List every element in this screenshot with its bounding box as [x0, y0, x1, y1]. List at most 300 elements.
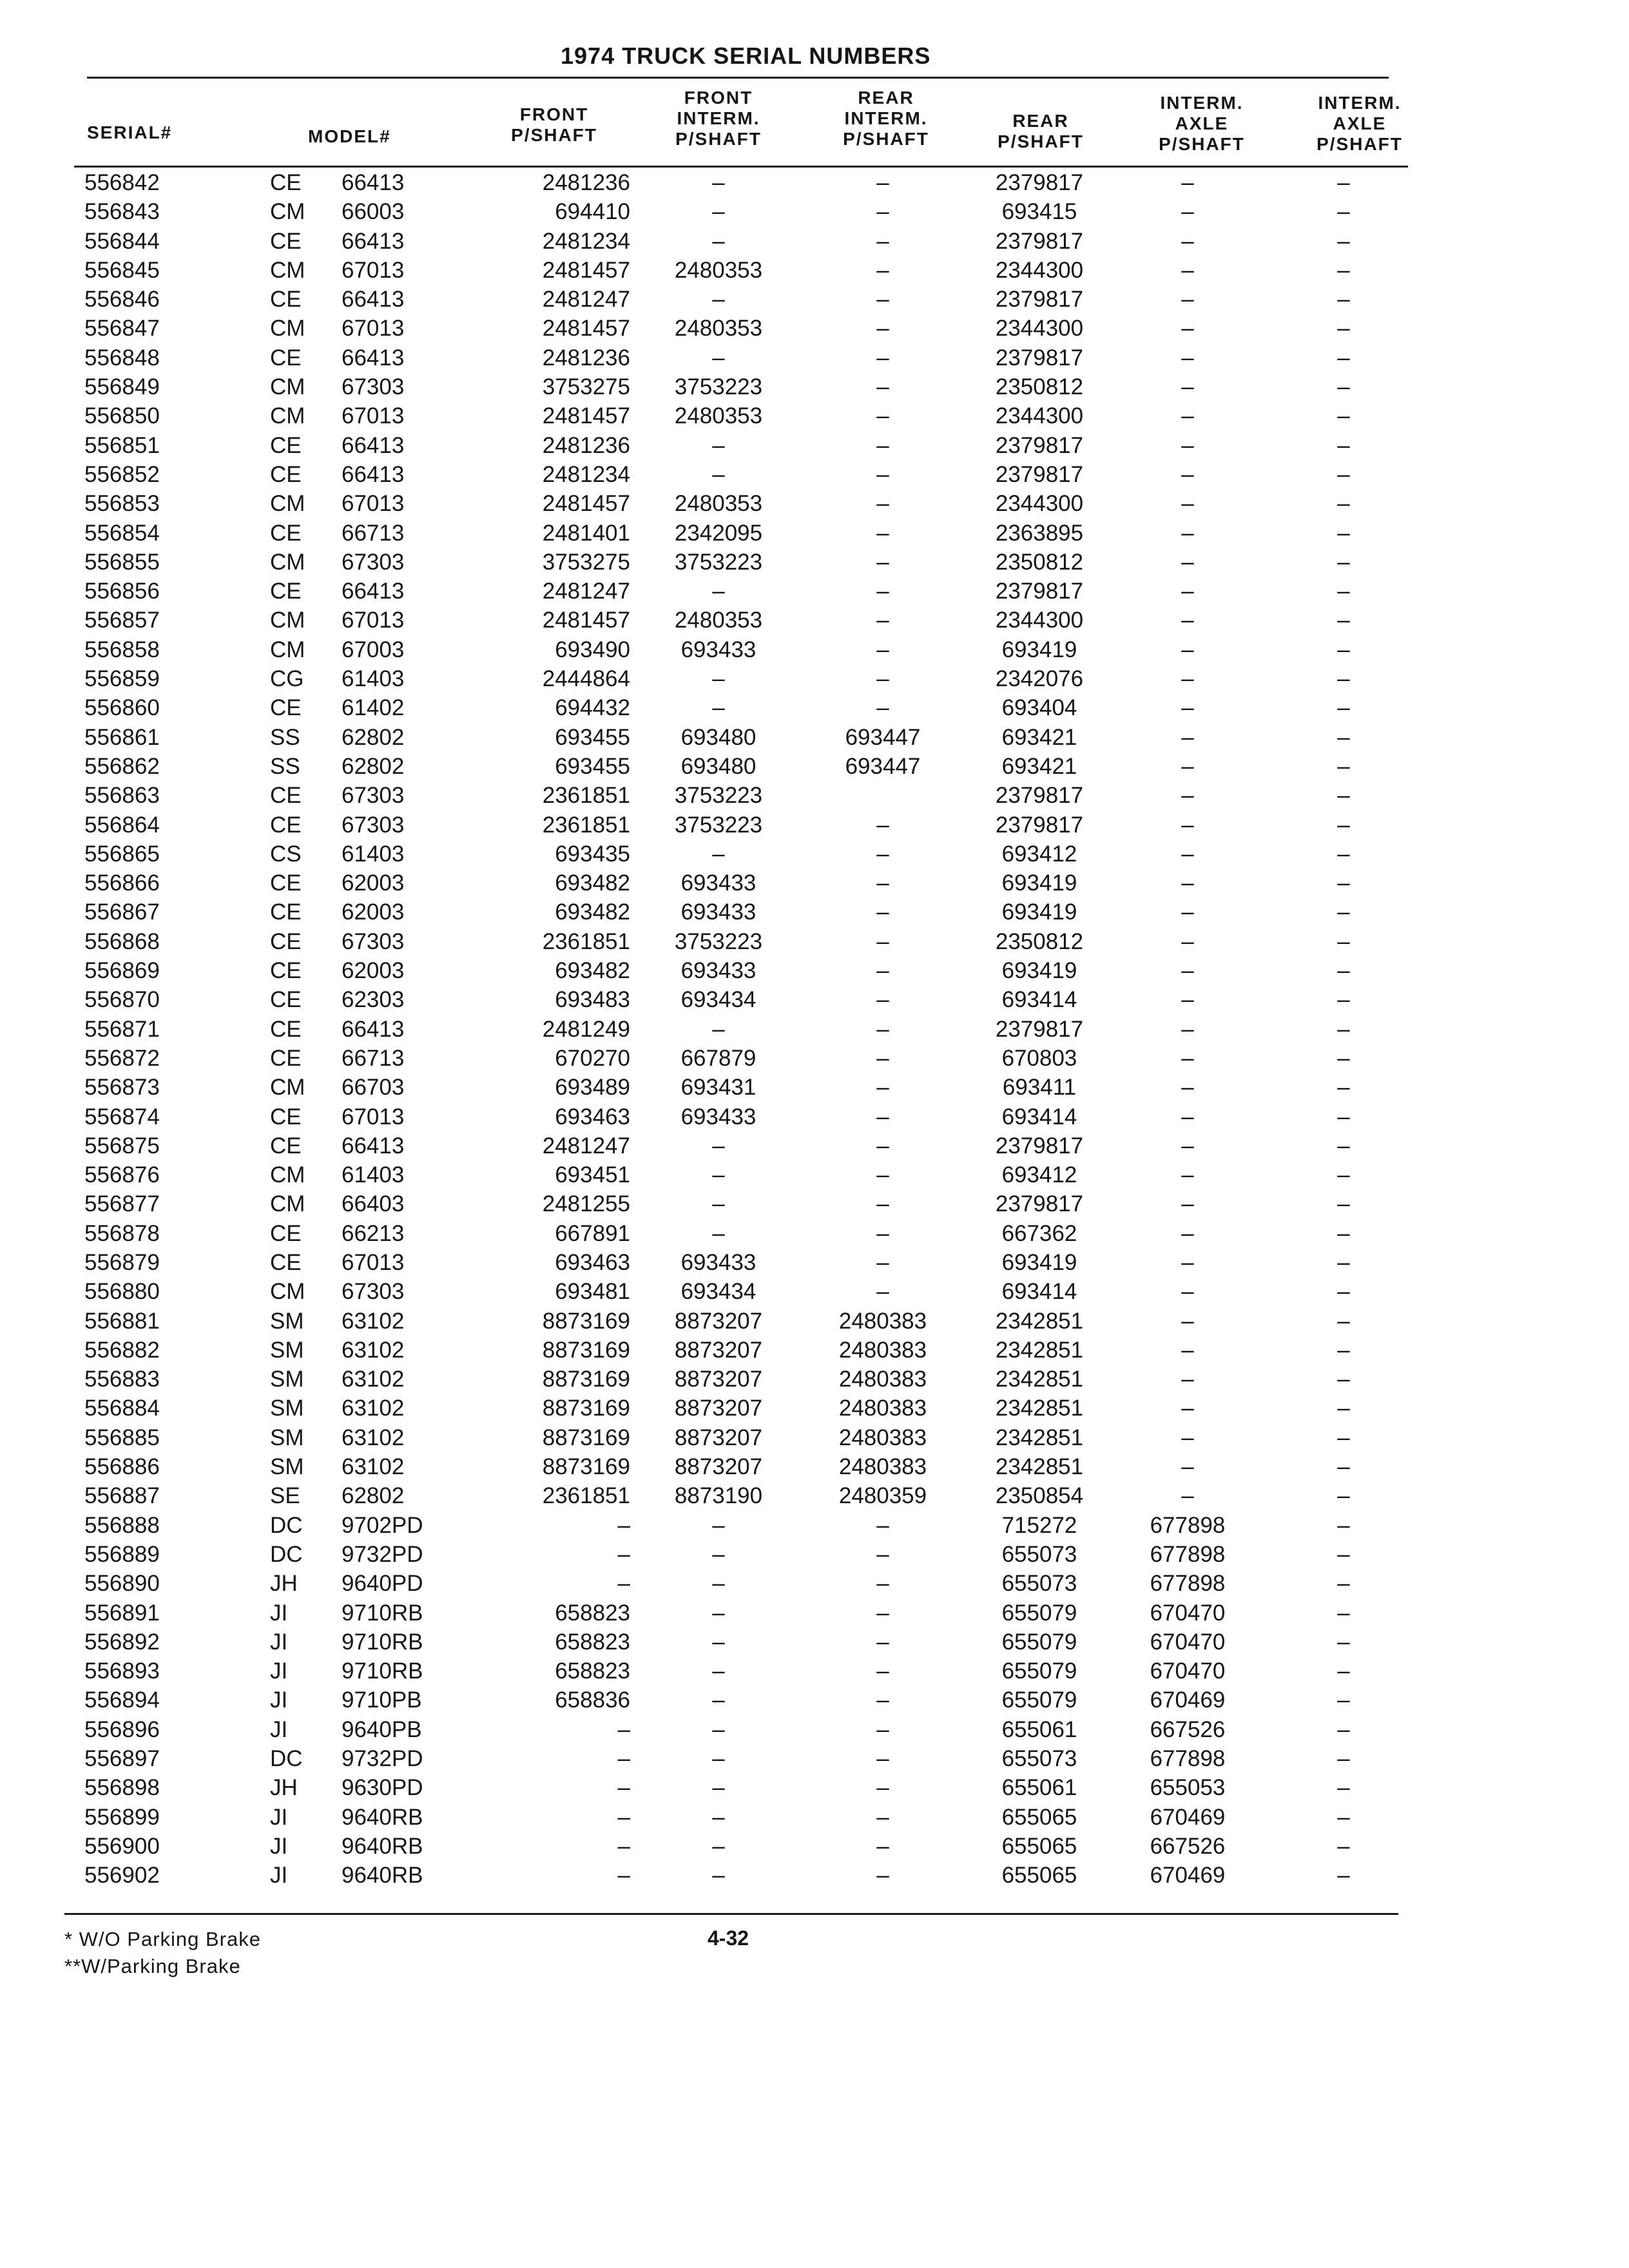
table-row [0, 666, 1629, 695]
table-row [0, 1367, 1629, 1396]
serial-cell: 556876 [84, 1162, 160, 1188]
table-row [0, 958, 1629, 987]
serial-cell: 556877 [84, 1191, 160, 1217]
interm-axle-pshaft-1-cell: 677898 [1150, 1541, 1226, 1567]
header-line: AXLE [1333, 113, 1387, 133]
front-interm-pshaft-cell: – [712, 1512, 725, 1538]
model-number-cell: 9640RB [342, 1833, 423, 1859]
model-code-cell: CE [270, 1133, 302, 1158]
front-pshaft-cell: 658823 [555, 1600, 630, 1626]
table-row [0, 1338, 1629, 1367]
rear-interm-pshaft-cell: – [876, 899, 889, 925]
front-interm-pshaft-cell: 2480353 [674, 491, 763, 517]
serial-cell: 556889 [84, 1541, 160, 1567]
front-interm-pshaft-cell: 8873207 [674, 1454, 763, 1480]
front-interm-pshaft-cell: – [712, 841, 725, 867]
front-interm-pshaft-cell: 8873207 [674, 1337, 763, 1363]
serial-cell: 556886 [84, 1454, 160, 1480]
front-interm-pshaft-cell: – [712, 1600, 725, 1626]
front-pshaft-cell: 2481247 [542, 287, 630, 312]
front-interm-pshaft-cell: 693480 [680, 724, 757, 750]
interm-axle-pshaft-1-cell: – [1181, 1045, 1194, 1071]
model-code-cell: CM [270, 316, 305, 341]
interm-axle-pshaft-1-cell: – [1181, 432, 1194, 458]
serial-cell: 556845 [84, 257, 160, 283]
interm-axle-pshaft-1-cell: – [1181, 870, 1194, 896]
serial-cell: 556882 [84, 1337, 160, 1363]
front-interm-pshaft-cell: 693433 [680, 958, 757, 984]
model-code-cell: CE [270, 870, 302, 896]
front-interm-pshaft-cell: – [712, 432, 725, 458]
rear-interm-pshaft-cell: – [876, 695, 889, 721]
rear-pshaft-cell: 693415 [1001, 199, 1077, 225]
rear-pshaft-cell: 2344300 [995, 257, 1084, 283]
model-number-cell: 9630PD [342, 1775, 423, 1801]
table-row [0, 1571, 1629, 1600]
model-number-cell: 66413 [342, 287, 405, 312]
model-number-cell: 67303 [342, 374, 405, 400]
interm-axle-pshaft-2-cell: – [1337, 1249, 1350, 1275]
model-code-cell: JI [270, 1600, 288, 1626]
serial-cell: 556883 [84, 1367, 160, 1392]
model-number-cell: 67303 [342, 928, 405, 954]
interm-axle-pshaft-1-cell: – [1181, 899, 1194, 925]
interm-axle-pshaft-1-cell: – [1181, 1396, 1194, 1421]
rear-interm-pshaft-cell: – [876, 666, 889, 692]
interm-axle-pshaft-1-cell: – [1181, 403, 1194, 429]
interm-axle-pshaft-1-cell: – [1181, 987, 1194, 1013]
interm-axle-pshaft-2-cell: – [1337, 1425, 1350, 1450]
front-pshaft-cell: 693463 [555, 1249, 630, 1275]
front-pshaft-cell: 8873169 [542, 1425, 630, 1450]
interm-axle-pshaft-1-cell: 670469 [1150, 1863, 1226, 1888]
rear-interm-pshaft-cell: – [876, 1746, 889, 1772]
page-number: 4-32 [708, 1927, 749, 1950]
model-number-cell: 63102 [342, 1425, 405, 1450]
interm-axle-pshaft-1-cell: – [1181, 841, 1194, 867]
header-rule [74, 166, 1408, 168]
table-row [0, 1454, 1629, 1483]
rear-pshaft-cell: 2379817 [995, 579, 1084, 604]
interm-axle-pshaft-2-cell: – [1337, 1279, 1350, 1305]
model-number-cell: 63102 [342, 1454, 405, 1480]
rear-interm-pshaft-cell: 693447 [845, 724, 921, 750]
interm-axle-pshaft-2-cell: – [1337, 1658, 1350, 1684]
header-serial: SERIAL# [87, 122, 173, 142]
rear-pshaft-cell: 2350854 [995, 1483, 1084, 1509]
rear-pshaft-cell: 2342851 [995, 1308, 1084, 1334]
header-line: P/SHAFT [1159, 134, 1245, 154]
serial-cell: 556851 [84, 432, 160, 458]
model-number-cell: 61403 [342, 841, 405, 867]
serial-cell: 556891 [84, 1600, 160, 1626]
model-code-cell: CM [270, 637, 305, 662]
interm-axle-pshaft-1-cell: – [1181, 257, 1194, 283]
front-interm-pshaft-cell: 3753223 [674, 374, 763, 400]
interm-axle-pshaft-1-cell: – [1181, 1220, 1194, 1246]
front-pshaft-cell: – [617, 1833, 630, 1859]
front-interm-pshaft-cell: 8873190 [674, 1483, 763, 1509]
interm-axle-pshaft-1-cell: 677898 [1150, 1512, 1226, 1538]
rear-interm-pshaft-cell: – [876, 403, 889, 429]
rear-pshaft-cell: 693421 [1001, 753, 1077, 779]
interm-axle-pshaft-2-cell: – [1337, 228, 1350, 254]
rear-pshaft-cell: 2342851 [995, 1425, 1084, 1450]
serial-cell: 556869 [84, 958, 160, 984]
model-number-cell: 63102 [342, 1367, 405, 1392]
front-interm-pshaft-cell: – [712, 1746, 725, 1772]
serial-cell: 556857 [84, 608, 160, 633]
model-number-cell: 66403 [342, 1191, 405, 1217]
front-pshaft-cell: 8873169 [542, 1367, 630, 1392]
model-code-cell: CE [270, 287, 302, 312]
table-row [0, 1834, 1629, 1863]
table-row [0, 1746, 1629, 1775]
front-interm-pshaft-cell: 693433 [680, 870, 757, 896]
front-pshaft-cell: – [617, 1512, 630, 1538]
front-pshaft-cell: 8873169 [542, 1308, 630, 1334]
rear-interm-pshaft-cell: 693447 [845, 753, 921, 779]
front-interm-pshaft-cell: – [712, 287, 725, 312]
model-number-cell: 67303 [342, 812, 405, 838]
rear-pshaft-cell: 655079 [1001, 1600, 1077, 1626]
interm-axle-pshaft-2-cell: – [1337, 1541, 1350, 1567]
header-line: AXLE [1175, 113, 1229, 133]
table-row [0, 345, 1629, 374]
model-code-cell: DC [270, 1512, 303, 1538]
rear-interm-pshaft-cell: – [876, 1687, 889, 1713]
rear-pshaft-cell: 2342851 [995, 1396, 1084, 1421]
serial-cell: 556898 [84, 1775, 160, 1801]
model-code-cell: CS [270, 841, 302, 867]
interm-axle-pshaft-2-cell: – [1337, 1308, 1350, 1334]
front-interm-pshaft-cell: – [712, 461, 725, 487]
rear-interm-pshaft-cell: – [876, 1775, 889, 1801]
serial-cell: 556902 [84, 1863, 160, 1888]
front-pshaft-cell: 2361851 [542, 812, 630, 838]
front-pshaft-cell: 2481457 [542, 491, 630, 517]
interm-axle-pshaft-2-cell: – [1337, 608, 1350, 633]
serial-cell: 556850 [84, 403, 160, 429]
rear-interm-pshaft-cell: – [876, 520, 889, 546]
front-pshaft-cell: 693490 [555, 637, 630, 662]
rear-interm-pshaft-cell: – [876, 491, 889, 517]
interm-axle-pshaft-2-cell: – [1337, 637, 1350, 662]
model-number-cell: 67013 [342, 491, 405, 517]
rear-pshaft-cell: 2379817 [995, 170, 1084, 195]
front-interm-pshaft-cell: – [712, 1133, 725, 1158]
interm-axle-pshaft-1-cell: 670470 [1150, 1629, 1226, 1655]
interm-axle-pshaft-2-cell: – [1337, 461, 1350, 487]
interm-axle-pshaft-2-cell: – [1337, 1775, 1350, 1801]
model-number-cell: 9640RB [342, 1804, 423, 1830]
serial-cell: 556881 [84, 1308, 160, 1334]
header-interm-axle-pshaft-1 [1121, 93, 1282, 155]
model-code-cell: CM [270, 608, 305, 633]
interm-axle-pshaft-1-cell: – [1181, 1075, 1194, 1100]
serial-cell: 556860 [84, 695, 160, 721]
interm-axle-pshaft-1-cell: – [1181, 1016, 1194, 1042]
model-number-cell: 67013 [342, 403, 405, 429]
front-pshaft-cell: – [617, 1541, 630, 1567]
interm-axle-pshaft-2-cell: – [1337, 432, 1350, 458]
footer-rule [64, 1913, 1398, 1915]
front-interm-pshaft-cell: – [712, 666, 725, 692]
front-pshaft-cell: 2481457 [542, 257, 630, 283]
model-code-cell: CE [270, 695, 302, 721]
model-number-cell: 62802 [342, 1483, 405, 1509]
interm-axle-pshaft-2-cell: – [1337, 1075, 1350, 1100]
table-row [0, 1425, 1629, 1454]
model-code-cell: CE [270, 1249, 302, 1275]
front-interm-pshaft-cell: – [712, 1804, 725, 1830]
interm-axle-pshaft-2-cell: – [1337, 1396, 1350, 1421]
model-code-cell: SS [270, 724, 300, 750]
interm-axle-pshaft-1-cell: – [1181, 579, 1194, 604]
interm-axle-pshaft-1-cell: 670469 [1150, 1804, 1226, 1830]
rear-interm-pshaft-cell: – [876, 1571, 889, 1597]
interm-axle-pshaft-1-cell: – [1181, 1191, 1194, 1217]
table-row [0, 1221, 1629, 1250]
rear-pshaft-cell: 655079 [1001, 1687, 1077, 1713]
serial-table [0, 170, 1629, 1892]
interm-axle-pshaft-1-cell: – [1181, 374, 1194, 400]
model-code-cell: CM [270, 1162, 305, 1188]
rear-interm-pshaft-cell: – [876, 1600, 889, 1626]
front-interm-pshaft-cell: 693433 [680, 1249, 757, 1275]
model-code-cell: CE [270, 958, 302, 984]
rear-pshaft-cell: 2344300 [995, 316, 1084, 341]
header-front-pshaft [477, 104, 631, 146]
table-row [0, 1075, 1629, 1104]
serial-cell: 556864 [84, 812, 160, 838]
rear-pshaft-cell: 2379817 [995, 1191, 1084, 1217]
rear-pshaft-cell: 693411 [1002, 1075, 1077, 1100]
model-code-cell: CM [270, 549, 305, 575]
interm-axle-pshaft-2-cell: – [1337, 1191, 1350, 1217]
model-code-cell: CM [270, 1191, 305, 1217]
model-code-cell: CE [270, 345, 302, 370]
front-pshaft-cell: 2481457 [542, 403, 630, 429]
interm-axle-pshaft-1-cell: – [1181, 170, 1194, 195]
table-row [0, 199, 1629, 228]
front-interm-pshaft-cell: 693433 [680, 1104, 757, 1129]
title-rule [87, 77, 1389, 79]
serial-cell: 556888 [84, 1512, 160, 1538]
model-code-cell: CE [270, 1016, 302, 1042]
front-pshaft-cell: 693489 [555, 1075, 630, 1100]
front-interm-pshaft-cell: – [712, 1162, 725, 1188]
front-pshaft-cell: 2481236 [542, 345, 630, 370]
table-row [0, 1309, 1629, 1338]
rear-interm-pshaft-cell: – [876, 1512, 889, 1538]
interm-axle-pshaft-1-cell: – [1181, 637, 1194, 662]
front-interm-pshaft-cell: 693434 [680, 1279, 757, 1305]
rear-pshaft-cell: 655079 [1001, 1658, 1077, 1684]
front-pshaft-cell: 693483 [555, 987, 630, 1013]
serial-cell: 556893 [84, 1658, 160, 1684]
front-interm-pshaft-cell: 2480353 [674, 316, 763, 341]
table-row [0, 1396, 1629, 1425]
front-interm-pshaft-cell: 693431 [680, 1075, 757, 1100]
model-number-cell: 61403 [342, 1162, 405, 1188]
header-interm-axle-pshaft-2 [1279, 93, 1440, 155]
interm-axle-pshaft-1-cell: – [1181, 228, 1194, 254]
interm-axle-pshaft-1-cell: – [1181, 1454, 1194, 1480]
front-pshaft-cell: 2361851 [542, 1483, 630, 1509]
interm-axle-pshaft-2-cell: – [1337, 345, 1350, 370]
model-number-cell: 62802 [342, 724, 405, 750]
model-code-cell: JI [270, 1629, 288, 1655]
serial-cell: 556884 [84, 1396, 160, 1421]
model-code-cell: CE [270, 1045, 302, 1071]
serial-cell: 556873 [84, 1075, 160, 1100]
rear-interm-pshaft-cell: – [876, 958, 889, 984]
serial-cell: 556897 [84, 1746, 160, 1772]
interm-axle-pshaft-1-cell: – [1181, 287, 1194, 312]
table-row [0, 1658, 1629, 1687]
serial-cell: 556887 [84, 1483, 160, 1509]
model-number-cell: 62303 [342, 987, 405, 1013]
rear-pshaft-cell: 693414 [1001, 1279, 1077, 1305]
model-number-cell: 9710RB [342, 1629, 423, 1655]
front-interm-pshaft-cell: 3753223 [674, 812, 763, 838]
rear-pshaft-cell: 2342851 [995, 1337, 1084, 1363]
front-pshaft-cell: 693463 [555, 1104, 630, 1129]
interm-axle-pshaft-1-cell: – [1181, 812, 1194, 838]
interm-axle-pshaft-1-cell: – [1181, 1425, 1194, 1450]
model-number-cell: 9640PB [342, 1716, 422, 1742]
interm-axle-pshaft-2-cell: – [1337, 899, 1350, 925]
model-code-cell: DC [270, 1541, 303, 1567]
front-pshaft-cell: – [617, 1775, 630, 1801]
model-code-cell: CM [270, 403, 305, 429]
serial-cell: 556847 [84, 316, 160, 341]
interm-axle-pshaft-1-cell: – [1181, 724, 1194, 750]
front-interm-pshaft-cell: – [712, 1863, 725, 1888]
header-line: P/SHAFT [998, 131, 1084, 151]
front-pshaft-cell: 658823 [555, 1629, 630, 1655]
interm-axle-pshaft-2-cell: – [1337, 753, 1350, 779]
front-interm-pshaft-cell: 8873207 [674, 1396, 763, 1421]
model-code-cell: SM [270, 1425, 304, 1450]
model-number-cell: 66713 [342, 1045, 405, 1071]
model-number-cell: 9732PD [342, 1541, 423, 1567]
interm-axle-pshaft-2-cell: – [1337, 257, 1350, 283]
front-interm-pshaft-cell: – [712, 1191, 725, 1217]
model-code-cell: SM [270, 1454, 304, 1480]
front-pshaft-cell: 2481247 [542, 1133, 630, 1158]
rear-pshaft-cell: 655065 [1001, 1833, 1077, 1859]
interm-axle-pshaft-1-cell: – [1181, 1367, 1194, 1392]
model-code-cell: SE [270, 1483, 300, 1509]
front-interm-pshaft-cell: 8873207 [674, 1308, 763, 1334]
rear-interm-pshaft-cell: 2480383 [838, 1396, 927, 1421]
front-interm-pshaft-cell: – [712, 170, 725, 195]
front-pshaft-cell: 2361851 [542, 928, 630, 954]
rear-interm-pshaft-cell: – [876, 1162, 889, 1188]
model-code-cell: JI [270, 1687, 288, 1713]
interm-axle-pshaft-1-cell: – [1181, 461, 1194, 487]
serial-cell: 556854 [84, 520, 160, 546]
rear-pshaft-cell: 693404 [1001, 695, 1077, 721]
table-row [0, 258, 1629, 287]
model-code-cell: DC [270, 1746, 303, 1772]
model-code-cell: SS [270, 753, 300, 779]
interm-axle-pshaft-1-cell: 655053 [1150, 1775, 1226, 1801]
rear-pshaft-cell: 2379817 [995, 345, 1084, 370]
model-number-cell: 67013 [342, 1249, 405, 1275]
serial-cell: 556859 [84, 666, 160, 692]
serial-cell: 556900 [84, 1833, 160, 1859]
model-number-cell: 66213 [342, 1220, 405, 1246]
model-code-cell: CE [270, 228, 302, 254]
model-number-cell: 62003 [342, 958, 405, 984]
model-code-cell: CE [270, 1220, 302, 1246]
table-row [0, 491, 1629, 520]
front-interm-pshaft-cell: 3753223 [674, 928, 763, 954]
table-row [0, 929, 1629, 958]
model-code-cell: CE [270, 520, 302, 546]
serial-cell: 556890 [84, 1571, 160, 1597]
table-row [0, 1017, 1629, 1046]
front-interm-pshaft-cell: – [712, 1775, 725, 1801]
model-number-cell: 67013 [342, 316, 405, 341]
table-row [0, 1600, 1629, 1629]
model-number-cell: 66413 [342, 170, 405, 195]
front-interm-pshaft-cell: – [712, 1658, 725, 1684]
model-number-cell: 63102 [342, 1396, 405, 1421]
front-interm-pshaft-cell: 693433 [680, 899, 757, 925]
front-pshaft-cell: 8873169 [542, 1454, 630, 1480]
header-line: INTERM. [677, 108, 760, 128]
table-row [0, 1483, 1629, 1512]
front-pshaft-cell: – [617, 1716, 630, 1742]
rear-pshaft-cell: 715272 [1001, 1512, 1077, 1538]
front-pshaft-cell: 2481457 [542, 608, 630, 633]
table-row [0, 637, 1629, 666]
table-row [0, 1687, 1629, 1716]
rear-interm-pshaft-cell: – [876, 637, 889, 662]
interm-axle-pshaft-2-cell: – [1337, 1512, 1350, 1538]
rear-interm-pshaft-cell: – [876, 841, 889, 867]
front-interm-pshaft-cell: – [712, 228, 725, 254]
footnote-without-parking-brake: * W/O Parking Brake [64, 1928, 261, 1950]
model-code-cell: JH [270, 1571, 298, 1597]
serial-cell: 556867 [84, 899, 160, 925]
front-pshaft-cell: 2481249 [542, 1016, 630, 1042]
interm-axle-pshaft-2-cell: – [1337, 1016, 1350, 1042]
interm-axle-pshaft-1-cell: – [1181, 1249, 1194, 1275]
rear-pshaft-cell: 2342851 [995, 1367, 1084, 1392]
rear-interm-pshaft-cell: – [876, 432, 889, 458]
front-interm-pshaft-cell: 3753223 [674, 549, 763, 575]
table-row [0, 783, 1629, 812]
serial-cell: 556892 [84, 1629, 160, 1655]
rear-interm-pshaft-cell: – [876, 1541, 889, 1567]
interm-axle-pshaft-2-cell: – [1337, 870, 1350, 896]
table-row [0, 1046, 1629, 1075]
model-number-cell: 67013 [342, 608, 405, 633]
header-line: P/SHAFT [1316, 134, 1403, 154]
interm-axle-pshaft-1-cell: – [1181, 1162, 1194, 1188]
rear-interm-pshaft-cell: 2480383 [838, 1367, 927, 1392]
interm-axle-pshaft-1-cell: – [1181, 608, 1194, 633]
table-row [0, 725, 1629, 754]
serial-cell: 556863 [84, 783, 160, 809]
front-pshaft-cell: 658836 [555, 1687, 630, 1713]
rear-interm-pshaft-cell: – [876, 549, 889, 575]
